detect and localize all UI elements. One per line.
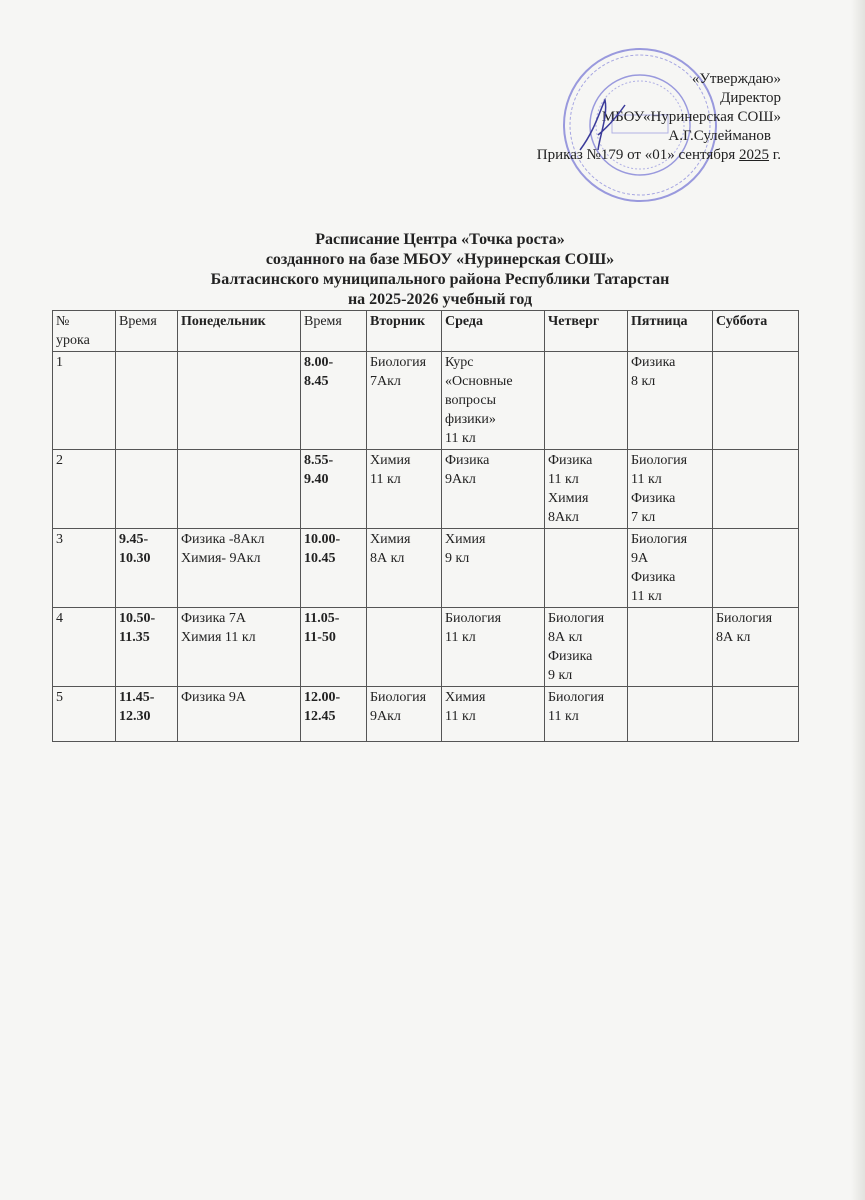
cell-saturday bbox=[713, 529, 799, 608]
title-line: Расписание Центра «Точка роста» bbox=[315, 231, 565, 248]
column-header-monday: Понедельник bbox=[178, 311, 301, 352]
cell-wednesday: Курс «Основные вопросы физики» 11 кл bbox=[442, 352, 545, 450]
column-header-thursday: Четверг bbox=[545, 311, 628, 352]
table-row bbox=[53, 352, 799, 450]
cell-thursday: Биология 8А кл Физика 9 кл bbox=[545, 608, 628, 687]
cell-wednesday: Биология 11 кл bbox=[442, 608, 545, 687]
table-header-row bbox=[53, 311, 799, 352]
cell-monday: Физика 9А bbox=[178, 687, 301, 742]
cell-thursday: Биология 11 кл bbox=[545, 687, 628, 742]
column-header-lesson-number: № урока bbox=[53, 311, 116, 352]
scan-edge-shadow bbox=[851, 0, 865, 1200]
approval-heading: «Утверждаю» bbox=[691, 71, 781, 87]
cell-thursday bbox=[545, 352, 628, 450]
cell-lesson-number: 1 bbox=[53, 352, 116, 450]
column-header-time-mon: Время bbox=[116, 311, 178, 352]
approval-position: Директор bbox=[720, 90, 781, 106]
cell-tuesday: Химия 8А кл bbox=[367, 529, 442, 608]
cell-time-other: 10.00- 10.45 bbox=[301, 529, 367, 608]
cell-lesson-number: 4 bbox=[53, 608, 116, 687]
cell-friday bbox=[628, 608, 713, 687]
table-row bbox=[53, 687, 799, 742]
cell-monday: Физика 7А Химия 11 кл bbox=[178, 608, 301, 687]
cell-time-mon: 11.45- 12.30 bbox=[116, 687, 178, 742]
table-row bbox=[53, 450, 799, 529]
cell-tuesday bbox=[367, 608, 442, 687]
cell-saturday: Биология 8А кл bbox=[713, 608, 799, 687]
cell-wednesday: Химия 9 кл bbox=[442, 529, 545, 608]
column-header-friday: Пятница bbox=[628, 311, 713, 352]
cell-time-other: 11.05- 11-50 bbox=[301, 608, 367, 687]
cell-thursday: Физика 11 кл Химия 8Акл bbox=[545, 450, 628, 529]
title-line: созданного на базе МБОУ «Нуринерская СОШ» bbox=[265, 251, 615, 268]
cell-lesson-number: 5 bbox=[53, 687, 116, 742]
column-header-saturday: Суббота bbox=[713, 311, 799, 352]
cell-time-mon bbox=[116, 450, 178, 529]
document-title bbox=[0, 230, 865, 310]
schedule-table bbox=[52, 310, 799, 742]
cell-time-other: 8.00- 8.45 bbox=[301, 352, 367, 450]
cell-wednesday: Химия 11 кл bbox=[442, 687, 545, 742]
approval-order: Приказ №179 от «01» сентября 2025 г. bbox=[536, 147, 781, 163]
cell-time-other: 8.55- 9.40 bbox=[301, 450, 367, 529]
title-line: на 2025-2026 учебный год bbox=[347, 291, 533, 308]
cell-lesson-number: 2 bbox=[53, 450, 116, 529]
table-row bbox=[53, 529, 799, 608]
cell-tuesday: Биология 7Акл bbox=[367, 352, 442, 450]
cell-time-mon bbox=[116, 352, 178, 450]
director-signature bbox=[570, 95, 650, 155]
cell-tuesday: Химия 11 кл bbox=[367, 450, 442, 529]
cell-time-mon: 10.50- 11.35 bbox=[116, 608, 178, 687]
cell-saturday bbox=[713, 687, 799, 742]
column-header-time-other: Время bbox=[301, 311, 367, 352]
cell-tuesday: Биология 9Акл bbox=[367, 687, 442, 742]
approval-school: МБОУ«Нуринерская СОШ» bbox=[601, 109, 781, 125]
cell-friday: Физика 8 кл bbox=[628, 352, 713, 450]
cell-lesson-number: 3 bbox=[53, 529, 116, 608]
cell-time-mon: 9.45- 10.30 bbox=[116, 529, 178, 608]
cell-saturday bbox=[713, 450, 799, 529]
cell-saturday bbox=[713, 352, 799, 450]
cell-monday bbox=[178, 352, 301, 450]
cell-thursday bbox=[545, 529, 628, 608]
cell-friday bbox=[628, 687, 713, 742]
cell-friday: Биология 9А Физика 11 кл bbox=[628, 529, 713, 608]
cell-wednesday: Физика 9Акл bbox=[442, 450, 545, 529]
cell-friday: Биология 11 кл Физика 7 кл bbox=[628, 450, 713, 529]
approval-director-name: А.Г.Сулейманов bbox=[668, 128, 771, 144]
table-row bbox=[53, 608, 799, 687]
title-line: Балтасинского муниципального района Республики Татарстан bbox=[210, 271, 670, 288]
cell-time-other: 12.00- 12.45 bbox=[301, 687, 367, 742]
cell-monday bbox=[178, 450, 301, 529]
column-header-wednesday: Среда bbox=[442, 311, 545, 352]
cell-monday: Физика -8Акл Химия- 9Акл bbox=[178, 529, 301, 608]
column-header-tuesday: Вторник bbox=[367, 311, 442, 352]
